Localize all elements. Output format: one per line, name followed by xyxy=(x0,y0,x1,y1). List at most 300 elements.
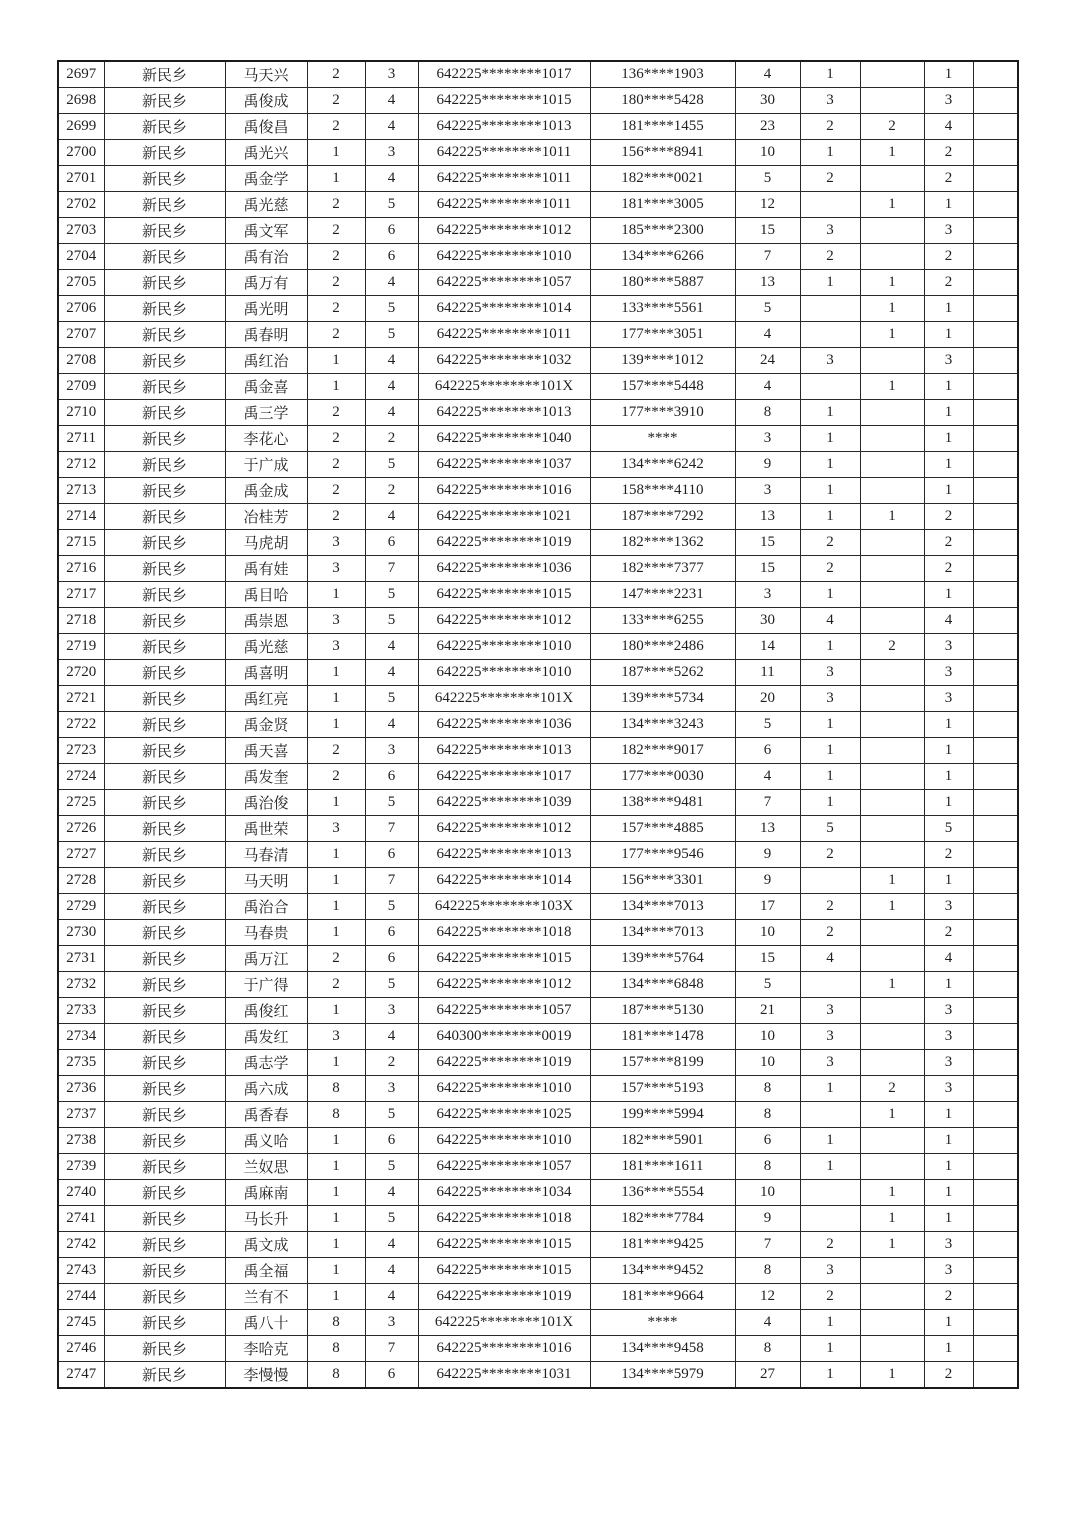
table-cell-num-c: 10 xyxy=(735,920,800,946)
table-row xyxy=(58,452,1018,478)
table-cell-township: 新民乡 xyxy=(104,452,225,478)
table-row xyxy=(58,530,1018,556)
table-cell-num-e xyxy=(860,1310,924,1336)
table-cell-township: 新民乡 xyxy=(104,998,225,1024)
table-cell-num-e xyxy=(860,790,924,816)
table-cell-serial: 2700 xyxy=(58,140,104,166)
table-cell-serial: 2708 xyxy=(58,348,104,374)
table-cell-num-a: 3 xyxy=(307,816,365,842)
table-cell-name: 禹八十 xyxy=(225,1310,307,1336)
table-cell-township: 新民乡 xyxy=(104,1180,225,1206)
table-cell-num-b: 4 xyxy=(365,712,418,738)
table-cell-township: 新民乡 xyxy=(104,946,225,972)
table-cell-num-c: 8 xyxy=(735,1258,800,1284)
table-cell-num-b: 7 xyxy=(365,1336,418,1362)
table-cell-num-c: 9 xyxy=(735,868,800,894)
table-cell-num-f: 1 xyxy=(924,1180,973,1206)
table-cell-id-number: 640300********0019 xyxy=(418,1024,590,1050)
table-cell-id-number: 642225********101X xyxy=(418,1310,590,1336)
table-cell-num-a: 3 xyxy=(307,634,365,660)
table-cell-num-a: 2 xyxy=(307,478,365,504)
table-cell-township: 新民乡 xyxy=(104,1310,225,1336)
table-cell-num-b: 4 xyxy=(365,270,418,296)
table-cell-phone: 185****2300 xyxy=(590,218,735,244)
table-cell-num-b: 3 xyxy=(365,998,418,1024)
table-cell-serial: 2710 xyxy=(58,400,104,426)
table-cell-name: 马长升 xyxy=(225,1206,307,1232)
table-cell-blank xyxy=(973,712,1018,738)
table-cell-blank xyxy=(973,1310,1018,1336)
table-cell-township: 新民乡 xyxy=(104,114,225,140)
table-cell-num-d xyxy=(800,192,860,218)
table-cell-township: 新民乡 xyxy=(104,166,225,192)
table-row xyxy=(58,270,1018,296)
table-cell-name: 禹义哈 xyxy=(225,1128,307,1154)
table-cell-serial: 2714 xyxy=(58,504,104,530)
table-cell-phone: 139****5764 xyxy=(590,946,735,972)
table-cell-num-c: 4 xyxy=(735,374,800,400)
table-cell-name: 禹天喜 xyxy=(225,738,307,764)
table-cell-township: 新民乡 xyxy=(104,1336,225,1362)
table-cell-num-c: 8 xyxy=(735,400,800,426)
table-cell-num-a: 1 xyxy=(307,1206,365,1232)
table-cell-num-d: 1 xyxy=(800,764,860,790)
table-cell-blank xyxy=(973,244,1018,270)
table-cell-id-number: 642225********1011 xyxy=(418,192,590,218)
table-cell-id-number: 642225********1025 xyxy=(418,1102,590,1128)
table-cell-serial: 2706 xyxy=(58,296,104,322)
table-cell-name: 禹发红 xyxy=(225,1024,307,1050)
table-cell-num-f: 1 xyxy=(924,426,973,452)
table-cell-name: 李花心 xyxy=(225,426,307,452)
table-cell-num-f: 3 xyxy=(924,1050,973,1076)
table-cell-id-number: 642225********1013 xyxy=(418,400,590,426)
table-cell-blank xyxy=(973,530,1018,556)
table-cell-num-d: 1 xyxy=(800,270,860,296)
table-cell-blank xyxy=(973,192,1018,218)
table-cell-serial: 2743 xyxy=(58,1258,104,1284)
table-cell-num-a: 2 xyxy=(307,244,365,270)
table-cell-serial: 2740 xyxy=(58,1180,104,1206)
table-cell-phone: 199****5994 xyxy=(590,1102,735,1128)
table-cell-serial: 2732 xyxy=(58,972,104,998)
table-cell-serial: 2711 xyxy=(58,426,104,452)
table-cell-township: 新民乡 xyxy=(104,296,225,322)
table-cell-num-a: 2 xyxy=(307,946,365,972)
table-cell-num-b: 5 xyxy=(365,1102,418,1128)
table-row xyxy=(58,61,1018,88)
table-cell-num-d: 1 xyxy=(800,1310,860,1336)
table-cell-num-f: 4 xyxy=(924,114,973,140)
table-cell-id-number: 642225********1015 xyxy=(418,88,590,114)
table-cell-name: 禹全福 xyxy=(225,1258,307,1284)
table-cell-phone: 180****5887 xyxy=(590,270,735,296)
table-cell-blank xyxy=(973,946,1018,972)
table-cell-blank xyxy=(973,1050,1018,1076)
table-cell-num-e xyxy=(860,998,924,1024)
table-row xyxy=(58,192,1018,218)
table-cell-num-c: 10 xyxy=(735,1180,800,1206)
table-cell-name: 李慢慢 xyxy=(225,1362,307,1389)
table-cell-blank xyxy=(973,894,1018,920)
table-cell-num-a: 2 xyxy=(307,400,365,426)
table-cell-id-number: 642225********1057 xyxy=(418,1154,590,1180)
table-row xyxy=(58,88,1018,114)
table-cell-num-b: 4 xyxy=(365,1284,418,1310)
table-cell-phone: 177****9546 xyxy=(590,842,735,868)
table-cell-num-d: 3 xyxy=(800,660,860,686)
table-cell-township: 新民乡 xyxy=(104,660,225,686)
table-cell-num-a: 2 xyxy=(307,270,365,296)
table-cell-num-b: 7 xyxy=(365,868,418,894)
table-cell-num-f: 1 xyxy=(924,582,973,608)
table-cell-num-a: 2 xyxy=(307,972,365,998)
table-cell-num-e xyxy=(860,478,924,504)
table-cell-phone: 134****6848 xyxy=(590,972,735,998)
table-cell-phone: 182****9017 xyxy=(590,738,735,764)
table-row xyxy=(58,972,1018,998)
table-cell-num-e xyxy=(860,1284,924,1310)
table-cell-serial: 2731 xyxy=(58,946,104,972)
table-cell-serial: 2723 xyxy=(58,738,104,764)
table-cell-num-c: 6 xyxy=(735,738,800,764)
table-cell-serial: 2745 xyxy=(58,1310,104,1336)
table-cell-id-number: 642225********1037 xyxy=(418,452,590,478)
table-cell-num-b: 4 xyxy=(365,1258,418,1284)
table-cell-num-a: 1 xyxy=(307,166,365,192)
table-cell-num-a: 2 xyxy=(307,426,365,452)
table-cell-num-e xyxy=(860,816,924,842)
table-cell-num-b: 4 xyxy=(365,634,418,660)
table-cell-id-number: 642225********1057 xyxy=(418,998,590,1024)
table-cell-num-e: 1 xyxy=(860,1232,924,1258)
table-cell-blank xyxy=(973,1180,1018,1206)
table-cell-phone: 134****6242 xyxy=(590,452,735,478)
table-row xyxy=(58,244,1018,270)
table-cell-serial: 2733 xyxy=(58,998,104,1024)
table-cell-num-b: 5 xyxy=(365,1154,418,1180)
table-cell-num-a: 8 xyxy=(307,1362,365,1389)
table-cell-num-e xyxy=(860,738,924,764)
table-cell-num-f: 1 xyxy=(924,868,973,894)
table-cell-num-d: 1 xyxy=(800,140,860,166)
table-cell-num-e: 1 xyxy=(860,868,924,894)
table-cell-num-a: 2 xyxy=(307,88,365,114)
table-row xyxy=(58,894,1018,920)
table-cell-num-a: 8 xyxy=(307,1102,365,1128)
table-row xyxy=(58,1232,1018,1258)
table-cell-serial: 2718 xyxy=(58,608,104,634)
table-cell-name: 禹俊昌 xyxy=(225,114,307,140)
table-row xyxy=(58,1024,1018,1050)
table-cell-blank xyxy=(973,452,1018,478)
table-cell-township: 新民乡 xyxy=(104,374,225,400)
table-cell-blank xyxy=(973,296,1018,322)
table-cell-phone: 134****7013 xyxy=(590,920,735,946)
table-cell-num-d xyxy=(800,1102,860,1128)
table-cell-num-d xyxy=(800,322,860,348)
table-cell-num-e xyxy=(860,764,924,790)
table-cell-num-d xyxy=(800,972,860,998)
table-cell-serial: 2712 xyxy=(58,452,104,478)
table-cell-township: 新民乡 xyxy=(104,270,225,296)
table-cell-num-c: 27 xyxy=(735,1362,800,1389)
table-cell-name: 禹麻南 xyxy=(225,1180,307,1206)
table-cell-num-b: 2 xyxy=(365,478,418,504)
table-cell-township: 新民乡 xyxy=(104,530,225,556)
table-cell-num-f: 1 xyxy=(924,192,973,218)
table-cell-num-a: 2 xyxy=(307,61,365,88)
table-cell-num-a: 2 xyxy=(307,764,365,790)
table-cell-num-c: 10 xyxy=(735,140,800,166)
table-cell-township: 新民乡 xyxy=(104,218,225,244)
table-cell-name: 禹发奎 xyxy=(225,764,307,790)
table-cell-id-number: 642225********1010 xyxy=(418,634,590,660)
table-cell-num-f: 1 xyxy=(924,374,973,400)
table-cell-num-a: 3 xyxy=(307,608,365,634)
table-cell-name: 马虎胡 xyxy=(225,530,307,556)
table-cell-phone: 187****5262 xyxy=(590,660,735,686)
table-cell-num-f: 1 xyxy=(924,764,973,790)
table-cell-phone: **** xyxy=(590,1310,735,1336)
table-cell-blank xyxy=(973,1232,1018,1258)
table-cell-name: 禹光慈 xyxy=(225,192,307,218)
table-cell-name: 禹万江 xyxy=(225,946,307,972)
table-cell-num-f: 1 xyxy=(924,61,973,88)
table-cell-num-c: 12 xyxy=(735,1284,800,1310)
table-cell-serial: 2735 xyxy=(58,1050,104,1076)
table-cell-serial: 2707 xyxy=(58,322,104,348)
table-cell-phone: 157****5193 xyxy=(590,1076,735,1102)
table-cell-name: 于广成 xyxy=(225,452,307,478)
table-cell-num-d: 1 xyxy=(800,582,860,608)
table-cell-phone: 138****9481 xyxy=(590,790,735,816)
table-cell-township: 新民乡 xyxy=(104,556,225,582)
table-cell-num-a: 3 xyxy=(307,530,365,556)
table-cell-township: 新民乡 xyxy=(104,1362,225,1389)
table-cell-num-d: 2 xyxy=(800,1284,860,1310)
table-row xyxy=(58,842,1018,868)
table-cell-township: 新民乡 xyxy=(104,140,225,166)
table-cell-num-c: 3 xyxy=(735,582,800,608)
table-cell-num-a: 1 xyxy=(307,1154,365,1180)
table-cell-num-f: 3 xyxy=(924,348,973,374)
table-cell-num-b: 4 xyxy=(365,504,418,530)
table-cell-num-e: 1 xyxy=(860,894,924,920)
table-cell-name: 禹俊红 xyxy=(225,998,307,1024)
table-cell-blank xyxy=(973,478,1018,504)
table-cell-serial: 2724 xyxy=(58,764,104,790)
table-cell-num-f: 2 xyxy=(924,556,973,582)
table-cell-num-e xyxy=(860,400,924,426)
table-cell-num-d: 4 xyxy=(800,946,860,972)
table-row xyxy=(58,998,1018,1024)
table-cell-blank xyxy=(973,88,1018,114)
table-cell-serial: 2736 xyxy=(58,1076,104,1102)
table-cell-name: 禹三学 xyxy=(225,400,307,426)
table-cell-id-number: 642225********1019 xyxy=(418,1050,590,1076)
table-cell-num-e xyxy=(860,1128,924,1154)
table-cell-name: 马天兴 xyxy=(225,61,307,88)
table-cell-num-d xyxy=(800,374,860,400)
table-cell-num-e: 2 xyxy=(860,634,924,660)
table-cell-phone: 134****9458 xyxy=(590,1336,735,1362)
table-cell-serial: 2709 xyxy=(58,374,104,400)
table-cell-phone: 177****0030 xyxy=(590,764,735,790)
table-cell-num-d: 3 xyxy=(800,348,860,374)
table-cell-phone: 181****3005 xyxy=(590,192,735,218)
table-cell-phone: 134****3243 xyxy=(590,712,735,738)
table-cell-num-b: 2 xyxy=(365,426,418,452)
table-cell-serial: 2738 xyxy=(58,1128,104,1154)
table-cell-num-a: 2 xyxy=(307,296,365,322)
table-cell-num-e xyxy=(860,166,924,192)
table-cell-phone: 181****1455 xyxy=(590,114,735,140)
table-cell-num-e xyxy=(860,1336,924,1362)
table-cell-phone: 136****5554 xyxy=(590,1180,735,1206)
table-cell-blank xyxy=(973,790,1018,816)
table-cell-num-f: 1 xyxy=(924,972,973,998)
table-cell-id-number: 642225********1014 xyxy=(418,296,590,322)
table-cell-township: 新民乡 xyxy=(104,894,225,920)
table-cell-num-f: 3 xyxy=(924,1258,973,1284)
table-cell-township: 新民乡 xyxy=(104,1206,225,1232)
table-cell-num-a: 1 xyxy=(307,920,365,946)
table-cell-num-c: 30 xyxy=(735,88,800,114)
table-cell-num-f: 2 xyxy=(924,920,973,946)
table-cell-num-b: 4 xyxy=(365,374,418,400)
table-cell-num-d: 1 xyxy=(800,738,860,764)
table-cell-serial: 2726 xyxy=(58,816,104,842)
table-cell-num-d: 1 xyxy=(800,478,860,504)
table-cell-id-number: 642225********1015 xyxy=(418,1232,590,1258)
table-cell-name: 禹文成 xyxy=(225,1232,307,1258)
table-cell-num-b: 5 xyxy=(365,1206,418,1232)
table-cell-blank xyxy=(973,218,1018,244)
table-cell-phone: 180****5428 xyxy=(590,88,735,114)
table-cell-num-d: 1 xyxy=(800,61,860,88)
table-cell-num-a: 1 xyxy=(307,582,365,608)
table-cell-num-a: 3 xyxy=(307,556,365,582)
table-cell-phone: 133****5561 xyxy=(590,296,735,322)
table-cell-blank xyxy=(973,556,1018,582)
table-cell-name: 马春贵 xyxy=(225,920,307,946)
table-cell-num-d: 2 xyxy=(800,920,860,946)
table-row xyxy=(58,296,1018,322)
table-cell-serial: 2727 xyxy=(58,842,104,868)
table-cell-id-number: 642225********1015 xyxy=(418,946,590,972)
table-cell-id-number: 642225********1040 xyxy=(418,426,590,452)
table-cell-id-number: 642225********1031 xyxy=(418,1362,590,1389)
table-cell-num-c: 15 xyxy=(735,530,800,556)
table-cell-serial: 2728 xyxy=(58,868,104,894)
table-cell-num-b: 7 xyxy=(365,556,418,582)
table-cell-name: 禹俊成 xyxy=(225,88,307,114)
table-row xyxy=(58,790,1018,816)
table-cell-name: 禹志学 xyxy=(225,1050,307,1076)
table-cell-num-f: 1 xyxy=(924,296,973,322)
table-cell-township: 新民乡 xyxy=(104,1102,225,1128)
table-cell-num-c: 8 xyxy=(735,1102,800,1128)
table-row xyxy=(58,400,1018,426)
table-cell-phone: 157****4885 xyxy=(590,816,735,842)
table-cell-num-e xyxy=(860,946,924,972)
table-row xyxy=(58,140,1018,166)
table-cell-id-number: 642225********101X xyxy=(418,686,590,712)
table-cell-phone: 136****1903 xyxy=(590,61,735,88)
table-cell-blank xyxy=(973,998,1018,1024)
table-cell-serial: 2697 xyxy=(58,61,104,88)
table-cell-id-number: 642225********103X xyxy=(418,894,590,920)
table-cell-blank xyxy=(973,1336,1018,1362)
table-row xyxy=(58,1102,1018,1128)
table-cell-num-a: 1 xyxy=(307,348,365,374)
table-cell-blank xyxy=(973,322,1018,348)
table-cell-num-e: 1 xyxy=(860,192,924,218)
table-cell-blank xyxy=(973,868,1018,894)
table-cell-num-c: 15 xyxy=(735,218,800,244)
table-cell-num-e: 2 xyxy=(860,1076,924,1102)
table-cell-township: 新民乡 xyxy=(104,738,225,764)
table-cell-serial: 2701 xyxy=(58,166,104,192)
table-cell-num-c: 11 xyxy=(735,660,800,686)
table-cell-num-b: 6 xyxy=(365,218,418,244)
table-cell-num-b: 5 xyxy=(365,972,418,998)
table-cell-township: 新民乡 xyxy=(104,1154,225,1180)
table-cell-num-e xyxy=(860,426,924,452)
table-cell-serial: 2741 xyxy=(58,1206,104,1232)
table-cell-num-a: 1 xyxy=(307,998,365,1024)
table-cell-num-c: 17 xyxy=(735,894,800,920)
table-cell-township: 新民乡 xyxy=(104,816,225,842)
table-cell-township: 新民乡 xyxy=(104,582,225,608)
table-row xyxy=(58,764,1018,790)
table-cell-num-b: 6 xyxy=(365,842,418,868)
table-cell-name: 禹万有 xyxy=(225,270,307,296)
table-cell-num-b: 2 xyxy=(365,1050,418,1076)
table-cell-num-d: 2 xyxy=(800,842,860,868)
table-cell-num-b: 5 xyxy=(365,296,418,322)
table-cell-num-b: 5 xyxy=(365,790,418,816)
table-cell-num-f: 3 xyxy=(924,894,973,920)
table-cell-num-e xyxy=(860,608,924,634)
table-cell-phone: 134****5979 xyxy=(590,1362,735,1389)
table-cell-name: 禹文军 xyxy=(225,218,307,244)
table-cell-phone: 134****9452 xyxy=(590,1258,735,1284)
table-cell-num-b: 4 xyxy=(365,660,418,686)
table-cell-name: 禹红亮 xyxy=(225,686,307,712)
table-cell-num-b: 3 xyxy=(365,1076,418,1102)
table-cell-serial: 2746 xyxy=(58,1336,104,1362)
table-cell-blank xyxy=(973,374,1018,400)
table-cell-name: 禹崇恩 xyxy=(225,608,307,634)
table-cell-num-b: 6 xyxy=(365,920,418,946)
table-cell-num-f: 1 xyxy=(924,712,973,738)
table-row xyxy=(58,1154,1018,1180)
table-row xyxy=(58,1362,1018,1389)
table-cell-id-number: 642225********1036 xyxy=(418,556,590,582)
table-cell-blank xyxy=(973,764,1018,790)
table-cell-num-d: 1 xyxy=(800,790,860,816)
table-cell-township: 新民乡 xyxy=(104,192,225,218)
table-cell-num-d xyxy=(800,868,860,894)
table-row xyxy=(58,374,1018,400)
table-row xyxy=(58,920,1018,946)
table-cell-id-number: 642225********1015 xyxy=(418,1258,590,1284)
table-cell-serial: 2721 xyxy=(58,686,104,712)
table-cell-id-number: 642225********1015 xyxy=(418,582,590,608)
table-cell-name: 禹红治 xyxy=(225,348,307,374)
